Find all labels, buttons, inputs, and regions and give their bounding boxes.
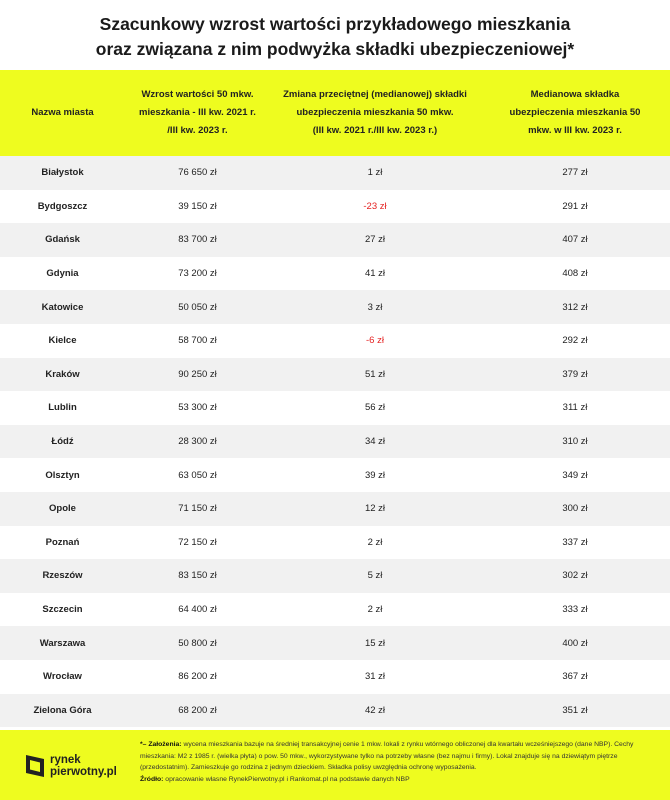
table-row: Opole 71 150 zł 12 zł 300 zł (0, 492, 670, 526)
table-row: Bydgoszcz 39 150 zł -23 zł 291 zł (37, 200, 588, 212)
page-title (0, 0, 670, 70)
table-row: Warszawa 50 800 zł 15 zł 400 zł (0, 626, 670, 660)
table-row: Gdańsk 83 700 zł 27 zł 407 zł (0, 223, 670, 257)
header-change: Zmiana przeciętnej (medianowej) składki ubezpieczenia mieszkania 50 mkw. (III kw. 2021 r./III kw. 2023 r.) (283, 89, 467, 136)
footnotes (140, 739, 645, 785)
footer (0, 730, 670, 800)
table-row: Łódź 28 300 zł 34 zł 310 zł (0, 425, 670, 459)
assumptions-note: *– Założenia: wycena mieszkania bazuje na średniej transakcyjnej cenie 1 mkw. lokali z rynku wtórnego obliczonej dla kwartału wcześniejszego (dane NBP). Cechy mieszkania: M2 z 1985 r. (wielka płyta) o pow. 50 mkw., wykorzystywane tylko na potrzeby własne (bez najmu i firmy). Lokal znajduje się na dziewiątym piętrze (przedostatnim). Zamieszkuje go rodzina z jednym dzieckiem. Składka polisy uwzględnia ochronę wyposażenia. (140, 741, 634, 771)
header-growth: Wzrost wartości 50 mkw. mieszkania - III kw. 2021 r. /III kw. 2023 r. (139, 89, 256, 136)
table-row: Kraków 90 250 zł 51 zł 379 zł (0, 358, 670, 392)
data-table (0, 156, 670, 727)
table-row: Zielona Góra 68 200 zł 42 zł 351 zł (0, 694, 670, 728)
source-note: Źródło: opracowanie własne RynekPierwotny.pl i Rankomat.pl na podstawie danych NBP (140, 775, 410, 783)
logo-text-line-2: pierwotny.pl (50, 766, 117, 778)
table-row: Wrocław 86 200 zł 31 zł 367 zł (43, 671, 588, 683)
header-city: Nazwa miasta (31, 107, 94, 118)
logo-mark-icon (24, 753, 46, 779)
header-median: Medianowa składka ubezpieczenia mieszkania 50 mkw. w III kw. 2023 r. (509, 89, 641, 136)
table-row: Lublin 53 300 zł 56 zł 311 zł (48, 402, 588, 414)
table-row: Szczecin 64 400 zł 2 zł 333 zł (42, 604, 588, 616)
table-row: Poznań 72 150 zł 2 zł 337 zł (45, 536, 588, 548)
table-row: Gdynia 73 200 zł 41 zł 408 zł (46, 268, 588, 280)
table-row: Olsztyn 63 050 zł 39 zł 349 zł (45, 469, 588, 481)
table-row: Rzeszów 83 150 zł 5 zł 302 zł (0, 559, 670, 593)
table-row: Kielce 58 700 zł -6 zł 292 zł (48, 335, 588, 347)
title-line-1: Szacunkowy wzrost wartości przykładowego mieszkania (99, 14, 571, 34)
table-header (0, 70, 670, 156)
rynekpierwotny-logo (24, 752, 124, 782)
logo-text-line-1: rynek (50, 754, 81, 766)
title-line-2: oraz związana z nim podwyżka składki ubezpieczeniowej* (95, 39, 575, 59)
table-row: Katowice 50 050 zł 3 zł 312 zł (0, 290, 670, 324)
table-row: Białystok 76 650 zł 1 zł 277 zł (0, 156, 670, 190)
